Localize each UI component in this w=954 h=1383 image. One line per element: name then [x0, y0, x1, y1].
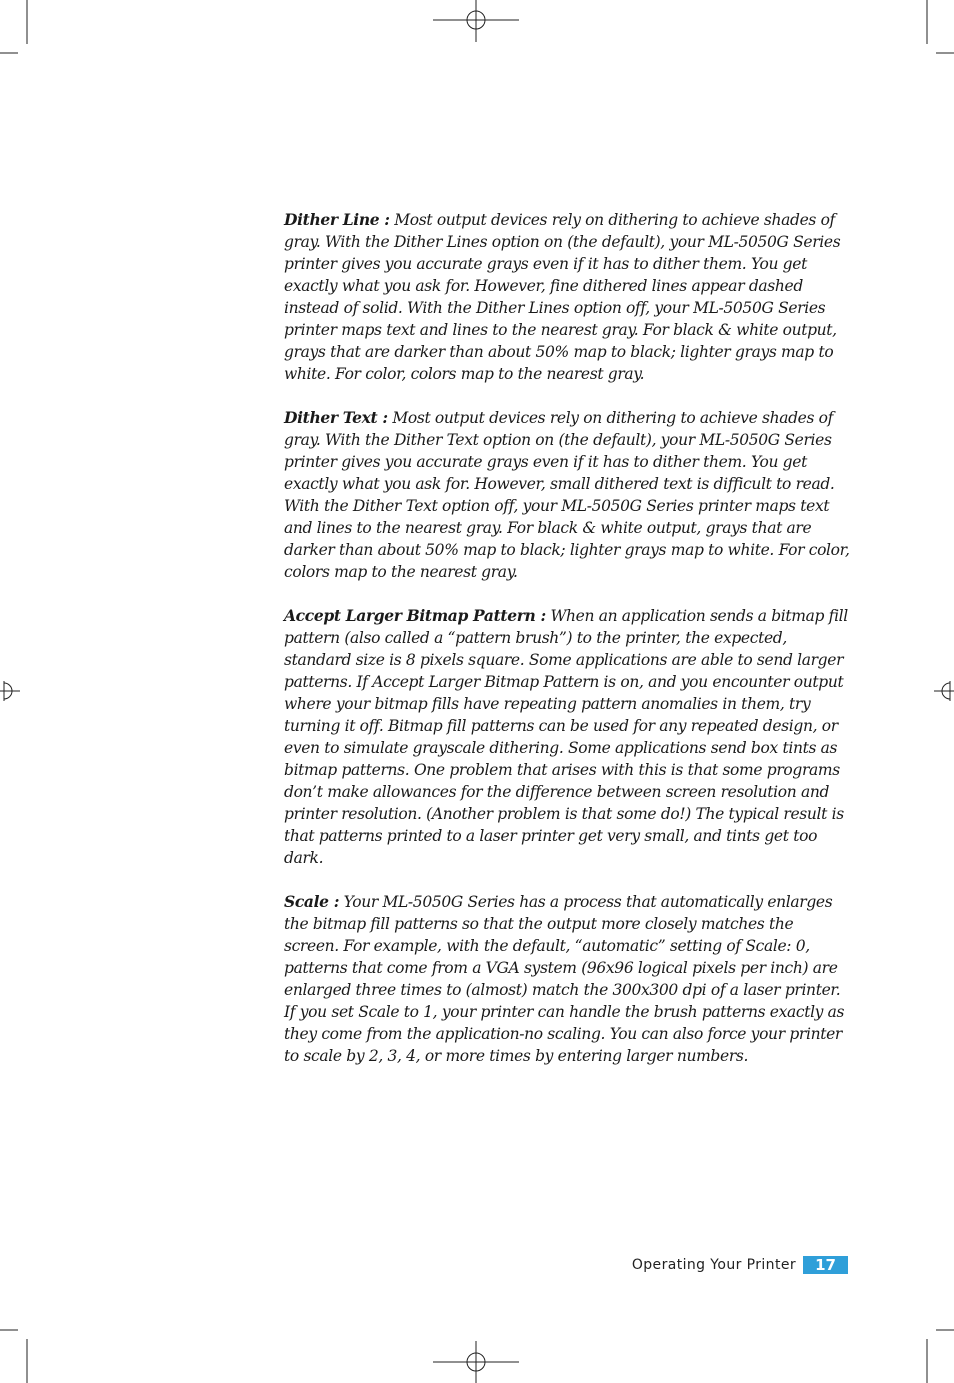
term-dither-line: Dither Line :: [284, 210, 390, 229]
paragraph-dither-line: [284, 209, 850, 385]
page-number: 17: [803, 1256, 848, 1274]
main-content: [284, 209, 850, 1089]
page-footer: [560, 1256, 848, 1274]
footer-section-title: Operating Your Printer: [631, 1257, 796, 1273]
body-dither-text: Most output devices rely on dithering to achieve shades of gray. With the Dither Text option on (the default), your ML-5050G Series printer gives you accurate grays even if it has to dither them. You get exactly what you ask for. However, small dithered text is difficult to read. With the Dither Text option off, your ML-5050G Series printer maps text and lines to the nearest gray. For black & white output, grays that are darker than about 50% map to black; lighter grays map to white. For color, colors map to the nearest gray.: [284, 409, 850, 581]
body-dither-line: Most output devices rely on dithering to achieve shades of gray. With the Dither Lines option on (the default), your ML-5050G Series printer gives you accurate grays even if it has to dither them. You get exactly what you ask for. However, fine dithered lines appear dashed instead of solid. With the Dither Lines option off, your ML-5050G Series printer maps text and lines to the nearest gray. For black & white output, grays that are darker than about 50% map to black; lighter grays map to white. For color, colors map to the nearest gray.: [284, 211, 841, 383]
body-scale: Your ML-5050G Series has a process that automatically enlarges the bitmap fill patterns so that the output more closely matches the screen. For example, with the default, “automatic” setting of Scale: 0, patterns that come from a VGA system (96x96 logical pixels per inch) are enlarged three times to (almost) match the 300x300 dpi of a laser printer. If you set Scale to 1, your printer can handle the brush patterns exactly as they come from the application-no scaling. You can also force your printer to scale by 2, 3, 4, or more times by entering larger numbers.: [284, 893, 845, 1065]
term-scale: Scale :: [284, 892, 340, 911]
paragraph-scale: [284, 891, 850, 1067]
term-dither-text: Dither Text :: [284, 408, 388, 427]
body-accept-larger-bitmap: When an application sends a bitmap fill pattern (also called a “pattern brush”) to the printer, the expected, standard size is 8 pixels square. Some applications are able to send larger patterns. If Accept Larger Bitmap Pattern is on, and you encounter output where your bitmap fills have repeating pattern anomalies in them, try turning it off. Bitmap fill patterns can be used for any repeated design, or even to simulate grayscale dithering. Some applications send box tints as bitmap patterns. One problem that arises with this is that some programs don’t make allowances for the difference between screen resolution and printer resolution. (Another problem is that some do!) The typical result is that patterns printed to a laser printer get very small, and tints get too dark.: [284, 607, 848, 867]
paragraph-dither-text: [284, 407, 850, 583]
term-accept-larger-bitmap: Accept Larger Bitmap Pattern :: [284, 606, 546, 625]
paragraph-accept-larger-bitmap: [284, 605, 850, 869]
